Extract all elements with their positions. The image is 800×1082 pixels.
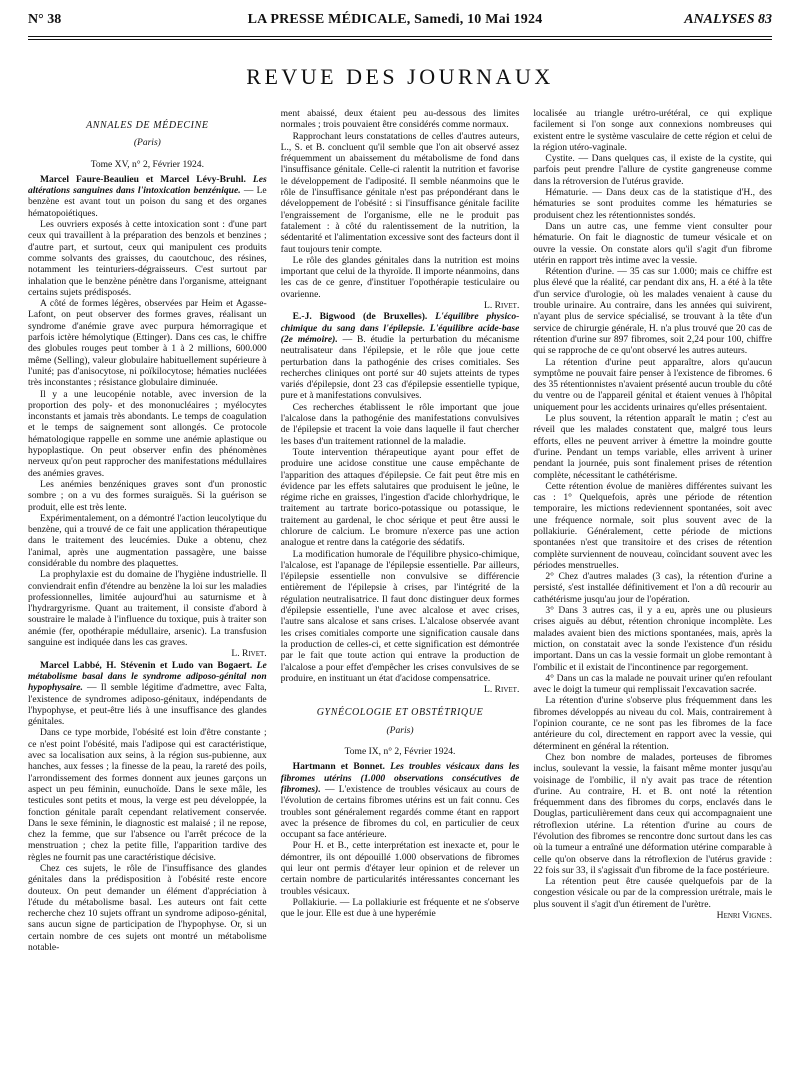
article-abstract (28, 660, 267, 728)
paragraph: Dans un autre cas, une femme vient consulter pour hématurie. On fait le diagnostic de tumeur vésicale et on ouvre la vessie. On constate alors qu'il s'agit d'un fibrome utérin en rapport très intime avec la vessie. (533, 220, 773, 266)
paragraph: La prophylaxie est du domaine de l'hygiène industrielle. Il conviendrait enfin d'étendre au benzène la loi sur les maladies professionnelles, limitée aujourd'hui au saturnisme et à l'hydrargyrisme. Quant au traitement, il consiste d'abord à soustraire le malade à l'influence du toxique, puis à traiter son anémie (fer, opothérapie médullaire, arsenic). La transfusion sanguine est indiquée dans les cas graves. (28, 569, 267, 649)
article-authors: E.-J. Bigwood (de Bruxelles). (292, 311, 428, 323)
paragraph: — L'existence de troubles vésicaux au cours de l'évolution de certains fibromes utérins est un fait connu. Ces troubles sont généralement regardés comme étant en rapport avec la présence de fibromes du col, en particulier de ceux occupant sa face antérieure. (280, 783, 520, 841)
section-title: REVUE DES JOURNAUX (246, 64, 554, 89)
paragraph: 4° Dans un cas la malade ne pouvait uriner qu'en refoulant avec le doigt la tumeur qui remplissait l'excavation sacrée. (533, 672, 773, 696)
reviewer-signature: L. Rivet. (484, 684, 520, 696)
paragraph: Rétention d'urine. — 35 cas sur 1.000; mais ce chiffre est plus élevé que la réalité, car pendant dix ans, H. a été à la tête d'un service d'urologie, où les malades venaient à cause du trouble urinaire. Au contraire, dans les années qui suivirent, n'ayant plus de service spécialisé, se trouvant à la tête d'un service de chirurgie générale, H. n'a plus trouvé que 20 cas de rétention d'urine sur 897 fibromes, soit 2,24 pour 100, chiffre qui se rapproche de ce qu'ont observé les autres auteurs. (533, 266, 773, 357)
journal-masthead: LA PRESSE MÉDICALE, Samedi, 10 Mai 1924 (247, 12, 543, 27)
paragraph: Les ouvriers exposés à cette intoxication sont : d'une part ceux qui travaillent à la préparation des benzols et benzines ; d'autre part, et surtout, ceux qui manipulent ces produits comme solvants des graisses, du caoutchouc, des résines, notamment les teinturiers-dégraisseurs. C'est surtout par inhalation que le benzène pénètre dans l'organisme, atteignant certains sujets prédisposés. (28, 219, 267, 298)
paragraph: Toute intervention thérapeutique ayant pour effet de produire une acidose constitue une cause empêchante de l'apparition des attaques d'épilepsie. Ce fait peut être mis en évidence par les effets salutaires que produisent le jeûne, le régime riche en graisses, l'ingestion d'acide chlorhydrique, le traitement au tartrate borico-potassique ou potassique, le traitement au gardenal, le choc sérique et peut être aussi le chlorure de calcium. Le bromure n'exerce pas une action analogue et rentre dans la catégorie des sédatifs. (280, 446, 520, 549)
paragraph: Chez ces sujets, le rôle de l'insuffisance des glandes génitales dans la prédisposition à l'obésité reste encore douteux. On peut demander un élément d'appréciation à l'étude du métabolisme basal. Les auteurs ont fait cette recherche chez 10 sujets offrant un syndrome adiposo-génital, sans aucun signe de participation de l'hypophyse. Or, si un certain nombre de ces sujets ont montré un métabolisme notable- (28, 863, 267, 954)
journal-section-heading: GYNÉCOLOGIE ET OBSTÉTRIQUE (316, 707, 484, 719)
volume-info: Tome XV, n° 2, Février 1924. (90, 158, 204, 170)
paragraph: A côté de formes légères, observées par Heim et Agasse-Lafont, on peut observer des formes graves, réalisant un syndrome d'anémie grave avec purpura hémorragique et parfois ictère hémolytique (Ettinger). Dans ces cas, le chiffre des globules rouges peut tomber à 1 à 2 millions, 600.000 même (Selling), valeur globulaire habituellement supérieure à l'unité; pas d'anisocytose, ni poïkilocytose; hématies nucléées très inconstantes ; résistance globulaire diminuée. (28, 298, 267, 389)
paragraph: — Le benzène est avant tout un poison du sang et des organes hématopoiétiques. (28, 185, 267, 219)
issue-number: N° 38 (28, 12, 62, 27)
paragraph: Pour H. et B., cette interprétation est inexacte et, pour le démontrer, ils ont dépouillé 1.000 observations de fibromes qui leur ont permis d'étayer leur opinion et de relever un certain nombre de particularités intéressantes concernant les troubles vésicaux. (280, 840, 520, 897)
paragraph: Le rôle des glandes génitales dans la nutrition est moins important que celui de la thyroïde. Il importe néanmoins, dans les cas de ce genre, d'instituer l'opothérapie testiculaire ou ovarienne. (280, 254, 520, 300)
paragraph: 2° Chez d'autres malades (3 cas), la rétention d'urine a persisté, s'est installée définitivement et l'on a dû recourir au cathétérisme jusqu'au jour de l'opération. (533, 571, 773, 605)
journal-section-heading: ANNALES DE MÉDECINE (86, 120, 209, 131)
paragraph: Les anémies benzéniques graves sont d'un pronostic sombre ; on a vu des formes suraiguës. Si la guérison se produit, elle est très lente. (28, 478, 267, 513)
paragraph: — B. étudie la perturbation du mécanisme neutralisateur dans l'épilepsie, et le rôle que joue cette perturbation dans la pathogénie des crises comitiales. Ses recherches cliniques ont porté sur 40 sujets atteints de types variés d'épilepsie, dont 23 cas d'épilepsie essentielle typique, pure et à manifestations convulsives. (280, 333, 520, 402)
article-title: L'équilibre physico-chimique du sang dans l'épilepsie. L'équilibre acide-base (2e mémoire). (280, 311, 520, 345)
column-left (28, 108, 267, 1070)
three-column-body (28, 108, 772, 1070)
article-abstract (281, 311, 520, 401)
paragraph: La rétention d'urine s'observe plus fréquemment dans les fibromes développés au niveau du col. Mais, contrairement à l'opinion courante, ce ne sont pas les fibromes de la face antérieure du col, directement en rapport avec la vessie, qui déterminent en général la rétention. (533, 695, 773, 752)
paragraph: Le plus souvent, la rétention apparaît le matin ; c'est au réveil que les malades constatent que, malgré tous leurs efforts, elles ne peuvent arriver à émettre la moindre goutte d'urine. Pendant un temps variable, elles arrivent à uriner pendant la journée, puis sont finalement prises de rétention complète, nécessitant le cathétérisme. (533, 413, 773, 481)
paragraph: Rapprochant leurs constatations de celles d'autres auteurs, L., S. et B. concluent qu'il semble que l'on ait observé assez fréquemment un abaissement du métabolisme de fond dans l'insuffisance génitale. Celle-ci ralentit la nutrition et favorise le développement de l'adiposité. Il semble néanmoins que le rôle de l'insuffisance génitale n'est pas prépondérant dans le développement de l'obésité : si l'insuffisance génitale facilite l'engraissement de l'organisme, elle ne le produit pas fatalement : à côté du ralentissement de la nutrition, la sédentarité et l'alimentation excessive sont des facteurs dont il faut toujours tenir compte. (280, 130, 520, 255)
journal-city: (Paris) (133, 137, 161, 149)
article-authors: Marcel Labbé, H. Stévenin et Ludo van Bogaert. (40, 659, 253, 671)
article-abstract (281, 761, 520, 840)
paragraph: La rétention peut être causée quelquefois par de la congestion vésicale ou par de la compression urétrale, mais le plus souvent il s'agit d'un étirement de l'urètre. (533, 876, 773, 910)
article-title: Le métabolisme basal dans le syndrome adiposo-génital non hypophysaire. (28, 659, 267, 694)
paragraph: — Il semble légitime d'admettre, avec Falta, l'existence de syndromes adiposo-génitaux, indépendants de l'hypophyse, et peut-être liés à une insuffisance des glandes génitales. (28, 682, 267, 728)
volume-info: Tome IX, n° 2, Février 1924. (344, 746, 456, 758)
journal-city: (Paris) (386, 724, 414, 736)
article-authors: Hartmann et Bonnet. (292, 761, 385, 773)
header-rule-thin (28, 39, 772, 40)
paragraph: Expérimentalement, on a démontré l'action leucolytique du benzène, qui a trouvé de ce fait une application thérapeutique dans le traitement des leucémies. Duke a obtenu, chez l'animal, après une augmentation passagère, une baisse considérable du nombre des plaquettes. (28, 512, 267, 569)
paragraph: Hématurie. — Dans deux cas de la statistique d'H., des hématuries se sont produites comme les hématuries se produisent chez les rétentionnistes sondés. (533, 187, 773, 221)
paragraph: ment abaissé, deux étaient peu au-dessous des limites normales ; trois pouvaient être considérés comme normaux. (280, 108, 520, 131)
article-authors: Marcel Faure-Beaulieu et Marcel Lévy-Bruhl. (40, 173, 246, 185)
page-section: ANALYSES 83 (684, 12, 772, 27)
running-header (28, 12, 772, 32)
article-abstract (28, 174, 267, 219)
paragraph: La modification humorale de l'équilibre physico-chimique, l'alcalose, est l'apanage de l'épilepsie essentielle. Par ailleurs, l'épilepsie essentielle non convulsive se différencie entièrement de l'épilepsie à crises, par l'intégrité de la régulation neutralisatrice. Il faut donc distinguer deux formes d'épilepsie essentielle, l'une avec alcalose et avec crises, l'autre sans alcalose et sans crises. L'alcalose observée avant les crises comitiales comporte une signification causale dans la production de celles-ci, et cette signification est démontrée par le fait que toute action qui entrave la production de l'alcalose a pour effet d'empêcher les crises convulsives de se produire, en instituant un état d'acidose compensatrice. (280, 548, 520, 684)
paragraph: Ces recherches établissent le rôle important que joue l'alcalose dans la pathogénie des manifestations convulsives de l'épilepsie et tracent la voie dans laquelle il faut chercher les bases d'un traitement rationnel de la maladie. (280, 401, 520, 447)
paragraph: Pollakiurie. — La pollakiurie est fréquente et ne s'observe que le jour. Elle est due à une hyperémie (280, 896, 520, 920)
article-title: Les troubles vésicaux dans les fibromes utérins (1.000 observations consécutives de fibromes). (280, 761, 520, 795)
column-right (533, 108, 772, 1070)
paragraph: Cette rétention évolue de manières différentes suivant les cas : 1° Quelquefois, après une période de rétention temporaire, les mictions redeviennent spontanées, soit avec une fréquence normale, soit plus souvent avec de la pollakiurie. Généralement, cette période de mictions spontanées n'est que transitoire et des crises de rétention complète surviennent de nouveau, coïncidant souvent avec les périodes menstruelles. (533, 480, 773, 571)
article-title: Les altérations sanguines dans l'intoxication benzénique. (28, 173, 267, 197)
paragraph: localisée au triangle urétro-urétéral, ce qui explique facilement si l'on songe aux connexions nombreuses qui existent entre le système vasculaire de cette région et celui de la région utéro-vaginale. (533, 108, 773, 153)
paragraph: Dans ce type morbide, l'obésité est loin d'être constante ; ce n'est point l'obésité, mais l'adipose qui est caractéristique, avec sa localisation aux seins, à la région sus-pubienne, aux hanches, aux fesses ; la finesse de la peau, la rareté des poils, l'arrondissement des formes donnent aux jeunes garçons un aspect un peu féminin, eunuchoïde. Dans le sexe mâle, les testicules sont petits et mous, la verge est peu développée, la fonction génitale paraît cependant relativement conservée. Dans le sexe féminin, le diagnostic est malaisé ; il ne repose, chez la femme, que sur l'absence ou l'arrêt précoce de la menstruation ; chez la petite fille, l'apparition tardive des règles ne fournit pas une caractéristique décisive. (28, 727, 267, 863)
reviewer-signature: L. Rivet. (484, 300, 520, 312)
header-rule (28, 36, 772, 37)
reviewer-signature: Henri Vignes. (716, 910, 773, 922)
reviewer-signature: L. Rivet. (231, 648, 267, 660)
paragraph: Cystite. — Dans quelques cas, il existe de la cystite, qui parfois peut prendre l'allure de cystite gangreneuse comme dans la rétroversion de l'utérus gravide. (533, 153, 773, 187)
paragraph: La rétention d'urine peut apparaître, alors qu'aucun symptôme ne pouvait faire penser à l'existence de fibromes. 6 des 35 rétentionnistes n'avaient présenté aucun trouble du côté du ventre ou de l'appareil génital et étaient venues à l'hôpital uniquement pour les accidents urinaires qu'elles présentaient. (533, 356, 773, 413)
paragraph: Chez bon nombre de malades, porteuses de fibromes inclus, soulevant la vessie, la faisant même monter jusqu'au voisinage de l'ombilic, il n'y avait pas trace de rétention d'urine. Au contraire, H. et B. ont noté la rétention fréquemment dans des fibromes du corps, enclavés dans le Douglas, particulièrement dans ceux qui accompagnaient une rétroflexion utérine. La rétention d'urine au cours de l'évolution des fibromes se rencontre donc surtout dans les cas où la tumeur a entraîné une déformation utérine comparable à celle qu'on observe dans la rétroflexion de l'utérus gravide : 22 fois sur 33, il s'agissait d'un fibrome de la face postérieure. (533, 751, 773, 876)
paragraph: Il y a une leucopénie notable, avec inversion de la proportion des poly- et des mononucléaires ; myélocytes inconstants et jamais très abondants. Le temps de coagulation et le temps de saignement sont allongés. Ce protocole hématologique rappelle en somme une anémie aplastique ou hypoplastique. On peut observer enfin des phénomènes nerveux qu'on peut rapprocher des manifestations médullaires des anémies graves. (28, 388, 267, 479)
column-middle (281, 108, 520, 1070)
paragraph: 3° Dans 3 autres cas, il y a eu, après une ou plusieurs crises aiguës au début, rétention chronique incomplète. Les malades avaient bien des mictions spontanées, mais, après la miction, on constatait avec la sonde l'existence d'un résidu important. Dans un cas la vessie formait un globe remontant à l'ombilic et il existait de l'incontinence par regorgement. (533, 605, 773, 673)
